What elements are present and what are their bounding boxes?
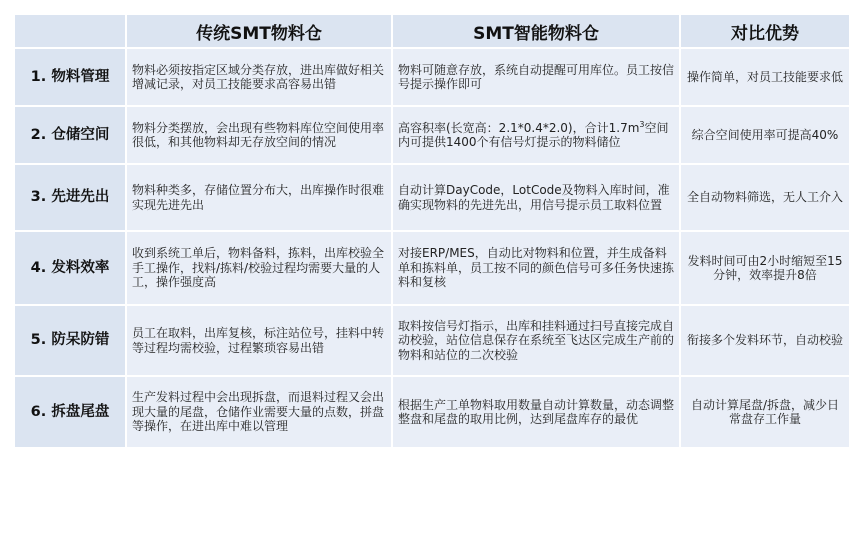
advantage-cell: 综合空间使用率可提高40% (681, 107, 849, 163)
smart-text-post: 空间内可提供1400个有信号灯提示的物料储位 (398, 120, 669, 149)
row-label: 2. 仓储空间 (15, 107, 125, 163)
table-row (15, 49, 849, 105)
row-label: 6. 拆盘尾盘 (15, 377, 125, 447)
traditional-cell: 物料必须按指定区域分类存放，进出库做好相关增减记录，对员工技能要求高容易出错 (127, 49, 391, 105)
header-advantage: 对比优势 (681, 15, 849, 47)
smart-text-pre: 高容积率(长宽高：2.1*0.4*2.0)，合计1.7m (398, 120, 640, 135)
advantage-cell: 衔接多个发料环节，自动校验 (681, 306, 849, 375)
row-label: 4. 发料效率 (15, 232, 125, 304)
advantage-cell: 自动计算尾盘/拆盘，减少日常盘存工作量 (681, 377, 849, 447)
table-row (15, 107, 849, 163)
table-row (15, 306, 849, 375)
header-row (15, 15, 849, 47)
table-row (15, 232, 849, 304)
advantage-cell: 操作简单，对员工技能要求低 (681, 49, 849, 105)
smart-cell: 自动计算DayCode，LotCode及物料入库时间，准确实现物料的先进先出，用信号提示员工取料位置 (393, 165, 679, 230)
traditional-cell: 生产发料过程中会出现拆盘，而退料过程又会出现大量的尾盘，仓储作业需要大量的点数，拼盘等操作，在进出库中难以管理 (127, 377, 391, 447)
row-label: 5. 防呆防错 (15, 306, 125, 375)
header-smart: SMT智能物料仓 (393, 15, 679, 47)
smart-cell: 取料按信号灯指示，出库和挂料通过扫号直接完成自动校验，站位信息保存在系统至飞达区完成生产前的物料和站位的二次校验 (393, 306, 679, 375)
comparison-table (13, 13, 851, 449)
table-row (15, 377, 849, 447)
advantage-cell: 发料时间可由2小时缩短至15分钟，效率提升8倍 (681, 232, 849, 304)
smart-cell: 根据生产工单物料取用数量自动计算数量，动态调整整盘和尾盘的取用比例，达到尾盘库存的最优 (393, 377, 679, 447)
header-corner (15, 15, 125, 47)
traditional-cell: 收到系统工单后，物料备料，拣料，出库校验全手工操作，找料/拣料/校验过程均需要大量的人工，操作强度高 (127, 232, 391, 304)
smart-cell: 对接ERP/MES，自动比对物料和位置，并生成备料单和拣料单，员工按不同的颜色信号可多任务快速拣料和复核 (393, 232, 679, 304)
smart-cell: 物料可随意存放，系统自动提醒可用库位。员工按信号提示操作即可 (393, 49, 679, 105)
table-row (15, 165, 849, 230)
smart-cell (393, 107, 679, 163)
superscript-3: 3 (639, 119, 645, 129)
row-label: 3. 先进先出 (15, 165, 125, 230)
advantage-cell: 全自动物料筛选，无人工介入 (681, 165, 849, 230)
traditional-cell: 物料分类摆放，会出现有些物料库位空间使用率很低，和其他物料却无存放空间的情况 (127, 107, 391, 163)
row-label: 1. 物料管理 (15, 49, 125, 105)
header-traditional: 传统SMT物料仓 (127, 15, 391, 47)
traditional-cell: 员工在取料，出库复核，标注站位号，挂料中转等过程均需校验，过程繁琐容易出错 (127, 306, 391, 375)
traditional-cell: 物料种类多，存储位置分布大，出库操作时很难实现先进先出 (127, 165, 391, 230)
